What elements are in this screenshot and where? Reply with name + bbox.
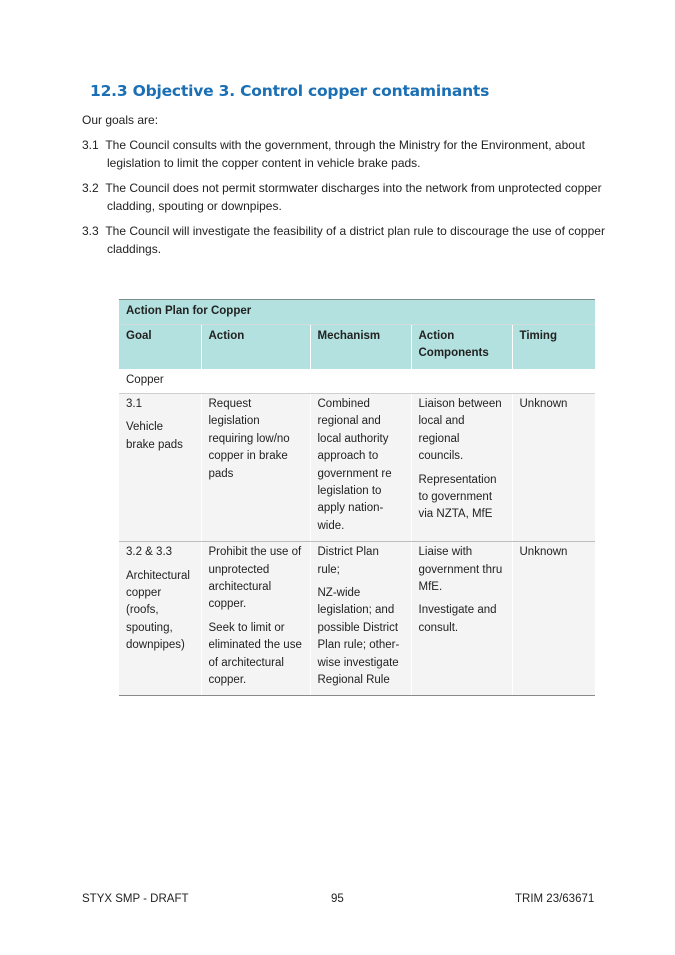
table-category-row [119,369,595,394]
cell-mechanism [310,394,411,542]
cell-mechanism [310,542,411,695]
goal-item-3-2 [82,179,607,215]
goal-number: 3.3 [82,224,99,238]
cell-components [411,542,512,695]
cell-goal [119,394,201,542]
cell-text: 3.1 [126,398,142,410]
cell-text: Request legislation requiring low/no copper in brake pads [208,398,290,480]
cell-text: NZ-wide legislation; and possible District Plan rule; other-wise investigate Regional Rule [317,587,400,687]
cell-text: District Plan rule; [317,546,379,576]
footer-page-number: 95 [331,893,344,905]
goal-number: 3.2 [82,181,99,195]
table-title-row [119,300,595,325]
goal-text: The Council does not permit stormwater discharges into the network from unprotected copper cladding, spouting or downpipes. [105,181,602,213]
section-heading: 12.3 Objective 3. Control copper contaminants [90,82,490,100]
cell-text: Architectural copper (roofs, spouting, downpipes) [126,569,190,652]
table-row [119,542,595,695]
cell-timing [512,394,595,542]
cell-text: Unknown [519,546,568,559]
cell-text: Investigate and consult. [418,604,497,634]
cell-text: Vehicle brake pads [126,421,183,451]
cell-timing [512,542,595,695]
cell-text: Seek to limit or eliminated the use of architectural copper. [208,621,302,687]
table-header-row [119,325,595,369]
cell-text: Liaison between local and regional councils. [418,398,502,463]
goals-intro: Our goals are: [82,113,159,127]
cell-text: 3.2 & 3.3 [126,546,173,559]
action-plan-table [119,299,595,696]
cell-text: Unknown [519,398,568,410]
footer-trim-reference: TRIM 23/63671 [515,893,595,905]
column-header-action-components: Action Components [411,325,512,369]
goal-text: The Council will investigate the feasibility of a district plan rule to discourage the use of copper claddings. [105,224,605,256]
goal-number: 3.1 [82,138,99,152]
goal-item-3-1 [82,136,607,172]
cell-components [411,394,512,542]
column-header-action: Action [201,325,310,369]
cell-action [201,394,310,542]
goal-text: The Council consults with the government, through the Ministry for the Environment, about legislation to limit the copper content in vehicle brake pads. [105,138,585,170]
footer-document-name: STYX SMP - DRAFT [82,893,189,905]
cell-text: Combined regional and local authority approach to government re legislation to apply nation-wide. [317,398,392,532]
column-header-timing: Timing [512,325,595,369]
cell-text: Representation to government via NZTA, MfE [418,473,497,521]
column-header-goal: Goal [119,325,201,369]
cell-text: Liaise with government thru MfE. [418,546,503,594]
table-title: Action Plan for Copper [119,300,595,325]
goal-item-3-3 [82,222,607,258]
cell-text: Prohibit the use of unprotected architectural copper. [208,546,302,611]
category-label: Copper [119,369,595,394]
cell-goal [119,542,201,695]
cell-action [201,542,310,695]
column-header-mechanism: Mechanism [310,325,411,369]
table-row [119,394,595,542]
